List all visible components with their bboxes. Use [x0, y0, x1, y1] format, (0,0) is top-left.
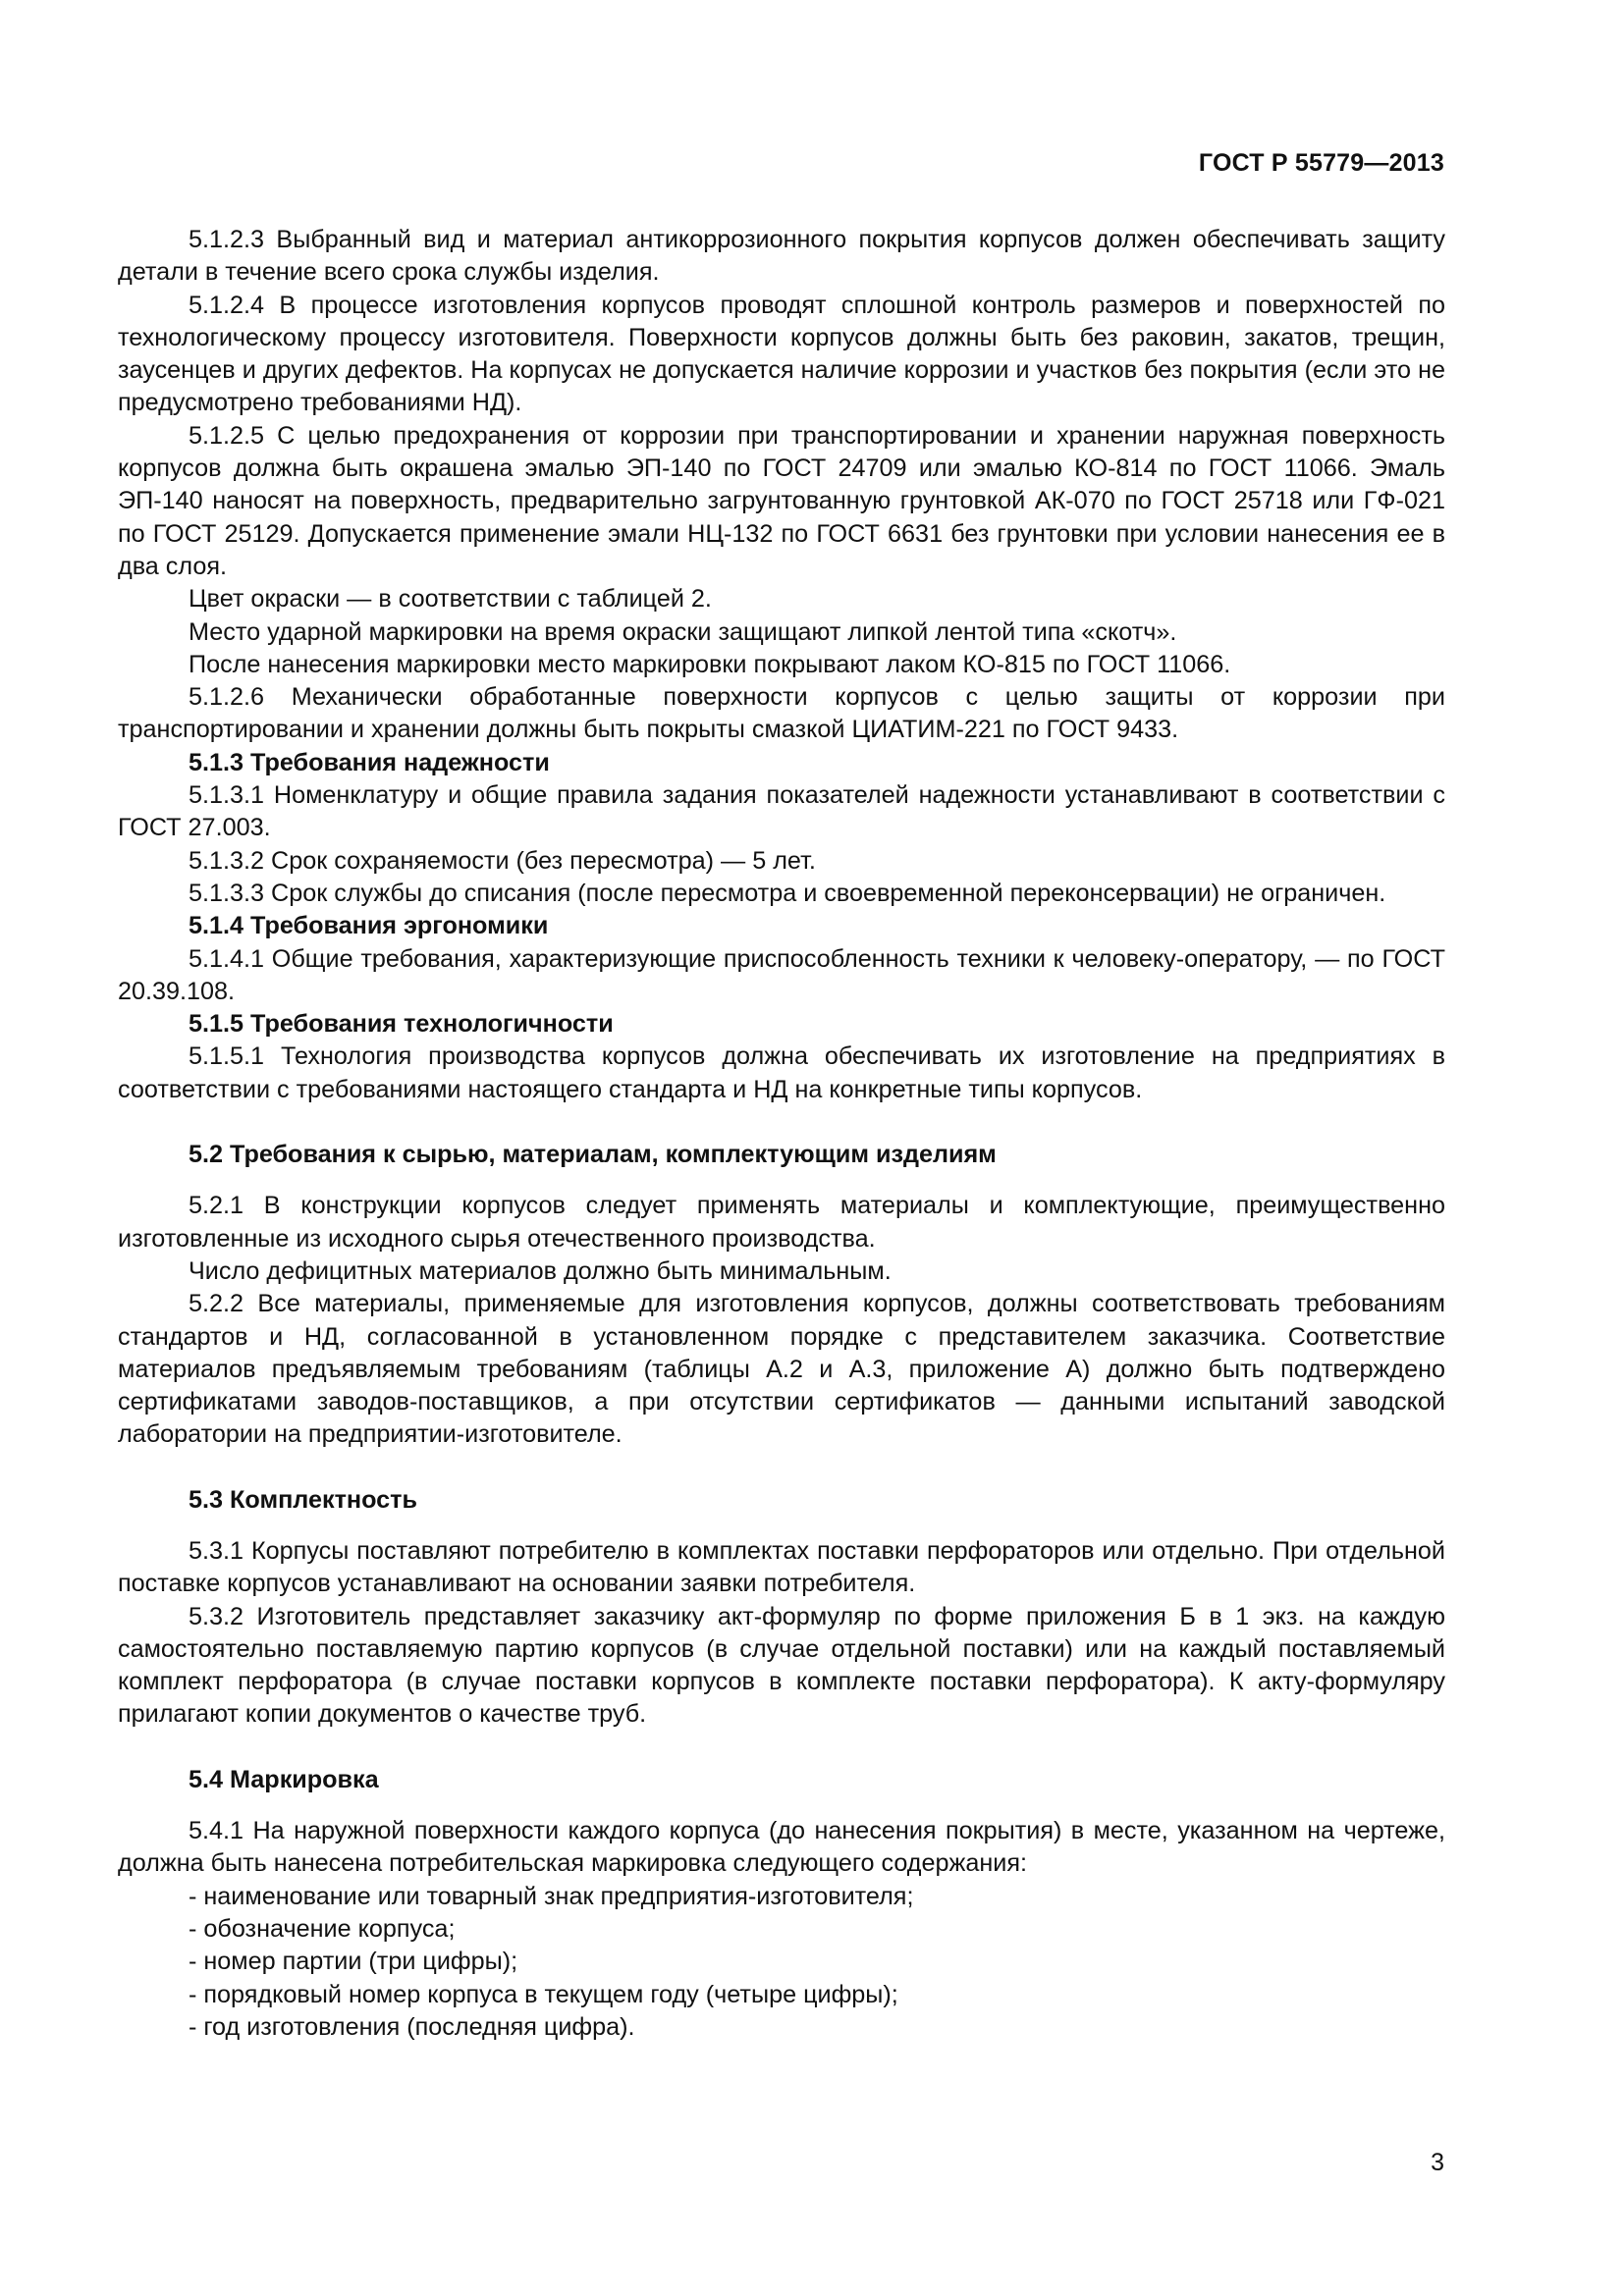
document-code-header: ГОСТ Р 55779—2013	[1198, 149, 1444, 177]
document-body	[118, 224, 1445, 2044]
list-item: - год изготовления (последняя цифра).	[189, 2012, 635, 2041]
paragraph-5-1-3-1: 5.1.3.1 Номенклатуру и общие правила задания показателей надежности устанавливают в соответствии с ГОСТ 27.003.	[118, 781, 1445, 842]
paragraph-5-1-2-4: 5.1.2.4 В процессе изготовления корпусов проводят сплошной контроль размеров и поверхностей по технологическому процессу изготовителя. Поверхности корпусов должны быть без раковин, закатов, трещин, заусенцев и других дефектов. На корпусах не допускается наличие коррозии и участков без покрытия (если это не предусмотрено требованиями НД).	[118, 291, 1445, 417]
paragraph-5-1-3-3: 5.1.3.3 Срок службы до списания (после пересмотра и своевременной переконсервации) не ограничен.	[189, 879, 1386, 907]
list-item: - наименование или товарный знак предприятия-изготовителя;	[189, 1882, 914, 1910]
list-item: - номер партии (три цифры);	[189, 1948, 518, 1976]
paragraph-impact-marking: Место ударной маркировки на время окраски защищают липкой лентой типа «скотч».	[189, 617, 1177, 646]
paragraph-5-2-1: 5.2.1 В конструкции корпусов следует применять материалы и комплектующие, преимущественно изготовленные из исходного сырья отечественного производства.	[118, 1192, 1445, 1253]
paragraph-deficit-materials: Число дефицитных материалов должно быть минимальным.	[189, 1256, 892, 1285]
paragraph-5-1-3-2: 5.1.3.2 Срок сохраняемости (без пересмотра) — 5 лет.	[189, 846, 816, 875]
heading-5-1-3: 5.1.3 Требования надежности	[189, 748, 550, 776]
paragraph-5-3-1: 5.3.1 Корпусы поставляют потребителю в комплектах поставки перфораторов или отдельно. При отдельной поставке корпусов устанавливают на основании заявки потребителя.	[118, 1536, 1445, 1598]
paragraph-5-1-2-3: 5.1.2.3 Выбранный вид и материал антикоррозионного покрытия корпусов должен обеспечивать защиту детали в течение всего срока службы изделия.	[118, 226, 1445, 287]
page-number: 3	[1431, 2149, 1444, 2176]
paragraph-paint-color: Цвет окраски — в соответствии с таблицей 2.	[189, 585, 712, 614]
heading-5-1-4: 5.1.4 Требования эргономики	[189, 912, 549, 940]
heading-5-2: 5.2 Требования к сырью, материалам, комплектующим изделиям	[189, 1141, 997, 1169]
paragraph-5-1-2-5: 5.1.2.5 С целью предохранения от коррозии при транспортировании и хранении наружная поверхность корпусов должна быть окрашена эмалью ЭП-140 по ГОСТ 24709 или эмалью КО-814 по ГОСТ 11066. Эмаль ЭП-140 наносят на поверхность, предварительно загрунтованную грунтовкой АК-070 по ГОСТ 25718 или ГФ-021 по ГОСТ 25129. Допускается применение эмали НЦ-132 по ГОСТ 6631 без грунтовки при условии нанесения ее в два слоя.	[118, 421, 1445, 580]
heading-5-3: 5.3 Комплектность	[189, 1485, 417, 1514]
paragraph-after-marking: После нанесения маркировки место маркировки покрывают лаком КО-815 по ГОСТ 11066.	[189, 650, 1231, 678]
list-item: - порядковый номер корпуса в текущем году (четыре цифры);	[189, 1980, 898, 2008]
list-item: - обозначение корпуса;	[189, 1914, 456, 1943]
paragraph-5-1-5-1: 5.1.5.1 Технология производства корпусов должна обеспечивать их изготовление на предприятиях в соответствии с требованиями настоящего стандарта и НД на конкретные типы корпусов.	[118, 1042, 1445, 1103]
paragraph-5-1-2-6: 5.1.2.6 Механически обработанные поверхности корпусов с целью защиты от коррозии при транспортировании и хранении должны быть покрыты смазкой ЦИАТИМ-221 по ГОСТ 9433.	[118, 683, 1445, 744]
paragraph-5-2-2: 5.2.2 Все материалы, применяемые для изготовления корпусов, должны соответствовать требованиям стандартов и НД, согласованной в установленном порядке с представителем заказчика. Соответствие материалов предъявляемым требованиям (таблицы А.2 и А.3, приложение А) должно быть подтверждено сертификатами заводов-поставщиков, а при отсутствии сертификатов — данными испытаний заводской лаборатории на предприятии-изготовителе.	[118, 1290, 1445, 1449]
paragraph-5-3-2: 5.3.2 Изготовитель представляет заказчику акт-формуляр по форме приложения Б в 1 экз. на каждую самостоятельно поставляемую партию корпусов (в случае отдельной поставки) или на каждый поставляемый комплект перфоратора (в случае поставки корпусов в комплекте поставки перфоратора). К акту-формуляру прилагают копии документов о качестве труб.	[118, 1602, 1445, 1729]
marking-contents-list	[118, 1881, 1445, 2044]
paragraph-5-1-4-1: 5.1.4.1 Общие требования, характеризующие приспособленность техники к человеку-оператору, — по ГОСТ 20.39.108.	[118, 944, 1445, 1005]
paragraph-5-4-1: 5.4.1 На наружной поверхности каждого корпуса (до нанесения покрытия) в месте, указанном на чертеже, должна быть нанесена потребительская маркировка следующего содержания:	[118, 1817, 1445, 1878]
heading-5-4: 5.4 Маркировка	[189, 1765, 379, 1793]
heading-5-1-5: 5.1.5 Требования технологичности	[189, 1010, 614, 1039]
